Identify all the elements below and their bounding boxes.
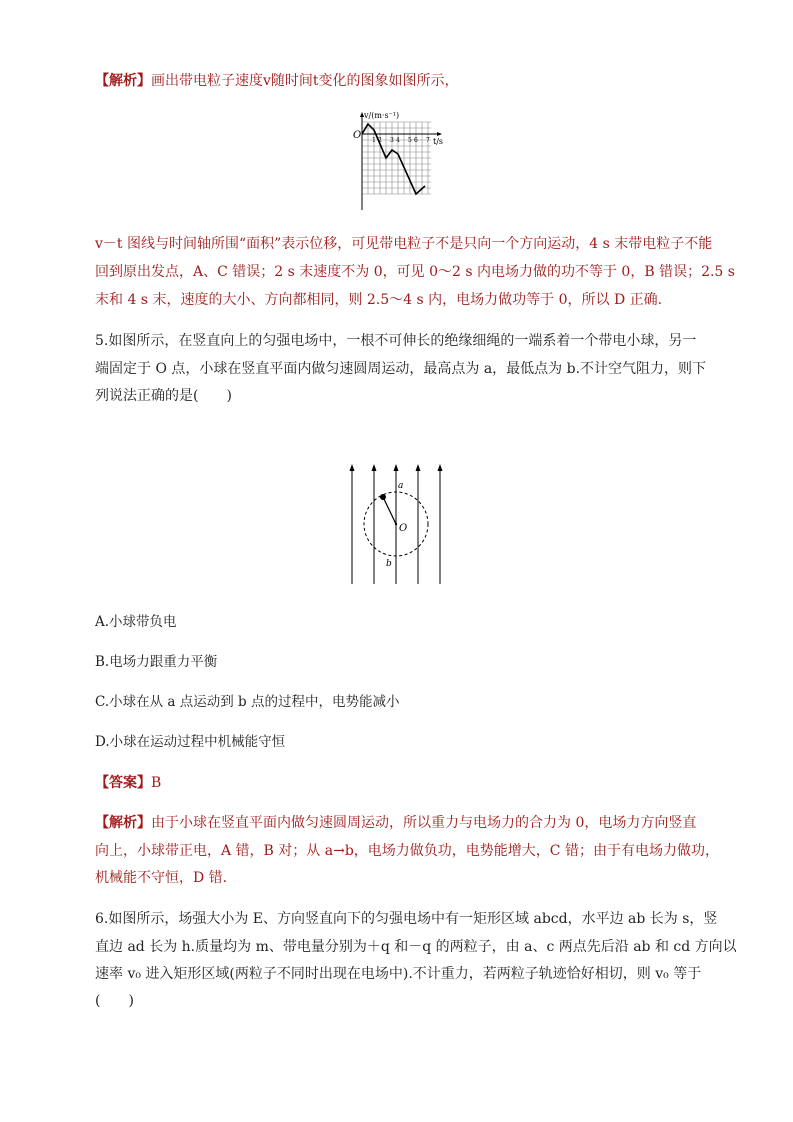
option-c: C.小球在从 a 点运动到 b 点的过程中，电势能减小 <box>95 694 400 710</box>
vt-tick: 7 <box>426 137 430 144</box>
answer-line <box>95 775 161 792</box>
q5-analysis-tag: 【解析】 <box>95 815 151 831</box>
vt-ylabel: v/(m·s⁻¹) <box>364 111 400 120</box>
analysis-line <box>95 73 459 90</box>
q5-analysis-line-1 <box>95 815 696 832</box>
q6-line-1: 6.如图所示，场强大小为 E、方向竖直向下的匀强电场中有一矩形区域 abcd，水平边 ab 长为 s，竖 <box>95 911 718 927</box>
q5-line-1: 5.如图所示，在竖直向上的匀强电场中，一根不可伸长的绝缘细绳的一端系着一个带电小球，另一 <box>95 333 697 349</box>
q5-line-3: 列说法正确的是( ) <box>95 388 232 404</box>
point-b: b <box>386 559 392 569</box>
vt-tick: 1 <box>372 137 376 144</box>
analysis-tag: 【解析】 <box>95 73 151 89</box>
explain-line-2: 回到原出发点，A、C 错误；2 s 末速度不为 0，可见 0～2 s 内电场力做的功不等于 0，B 错误；2.5 s <box>95 264 735 280</box>
vt-xlabel: t/s <box>433 137 444 146</box>
q5-analysis-text-1: 由于小球在竖直平面内做匀速圆周运动，所以重力与电场力的合力为 0，电场力方向竖直 <box>151 815 697 831</box>
explain-line-3: 末和 4 s 末，速度的大小、方向都相同，则 2.5～4 s 内，电场力做功等于 0，所以 D 正确. <box>95 292 663 308</box>
option-a: A.小球带负电 <box>95 614 177 630</box>
q6-line-3: 速率 v₀ 进入矩形区域(两粒子不同时出现在电场中).不计重力，若两粒子轨迹恰好相切，则 v₀ 等于 <box>95 966 702 982</box>
point-o: O <box>399 523 408 534</box>
vt-tick: 4 <box>396 137 400 144</box>
vt-tick: 3 <box>390 137 394 144</box>
answer-value: B <box>151 775 162 791</box>
vt-origin: O <box>353 130 362 141</box>
field-figure <box>340 462 450 587</box>
analysis-text: 画出带电粒子速度v随时间t变化的图象如图所示， <box>151 73 459 89</box>
answer-tag: 【答案】 <box>95 775 151 791</box>
vt-tick: 2 <box>378 137 382 144</box>
option-d: D.小球在运动过程中机械能守恒 <box>95 734 286 750</box>
q5-analysis-line-2: 向上，小球带正电，A 错，B 对；从 a→b，电场力做负功，电势能增大，C 错；由于有电场力做功， <box>95 843 719 859</box>
vt-tick: 5 <box>408 137 412 144</box>
option-b: B.电场力跟重力平衡 <box>95 654 218 670</box>
q5-line-2: 端固定于 O 点，小球在竖直平面内做匀速圆周运动，最高点为 a，最低点为 b.不计空气阻力，则下 <box>95 361 707 377</box>
explain-line-1: v－t 图线与时间轴所围“面积”表示位移，可见带电粒子不是只向一个方向运动，4 s 末带电粒子不能 <box>95 236 713 252</box>
q5-analysis-line-3: 机械能不守恒，D 错. <box>95 870 228 886</box>
q6-line-4: ( ) <box>95 993 134 1009</box>
point-a: a <box>398 481 404 491</box>
q6-line-2: 直边 ad 长为 h.质量均为 m、带电量分别为＋q 和－q 的两粒子，由 a、c 两点先后沿 ab 和 cd 方向以 <box>95 939 737 955</box>
vt-tick: 6 <box>414 137 418 144</box>
vt-graph <box>345 110 450 215</box>
